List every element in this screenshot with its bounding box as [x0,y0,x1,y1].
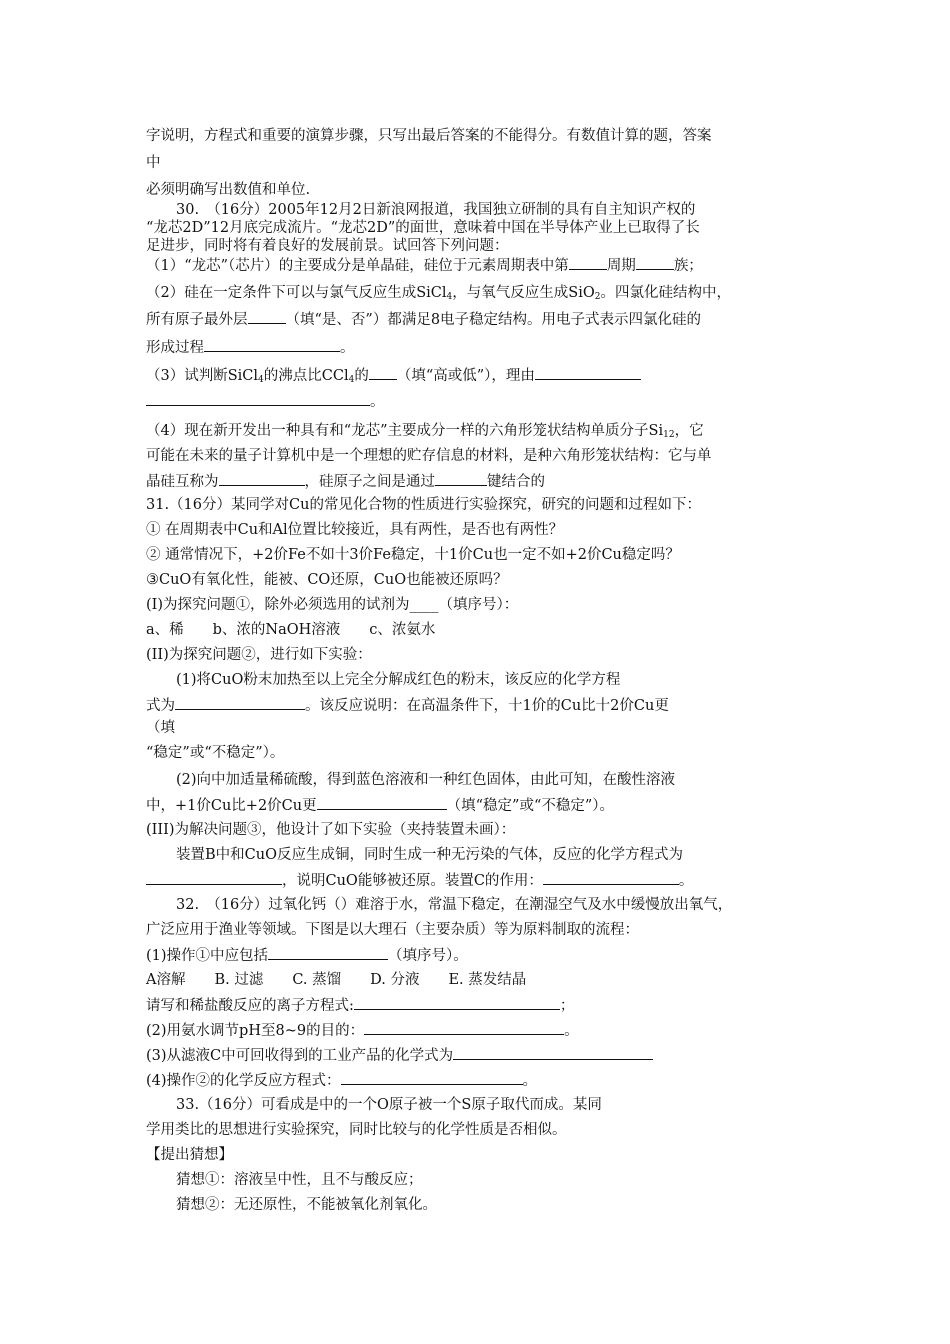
text-line: (2)用氨水调节pH至8~9的目的： 。 [146,1020,818,1041]
text-line: (I)为探究问题①，除外必须选用的试剂为____（填序号）： [146,597,519,613]
blank[interactable] [636,255,674,270]
text-line: 请写和稀盐酸反应的离子方程式: ； [146,995,818,1016]
text-line: (1)操作①中应包括 （填序号）。 [146,945,818,966]
text-line: (III)为解决问题③，他设计了如下实验（夹持装置未画）： [146,822,516,838]
blank[interactable] [569,255,607,270]
blank[interactable] [341,1070,523,1085]
blank[interactable] [369,365,397,380]
text-line: 装置B中和CuO反应生成铜，同时生成一种无污染的气体，反应的化学方程式为 [176,847,683,863]
text-line: a、稀 b、浓的NaOH溶液 c、浓氨水 [146,622,436,638]
text-line: （1）“龙芯”（芯片）的主要成分是单晶硅，硅位于元素周期表中第 周期 族； [146,255,818,276]
text-line: ，说明CuO能够被还原。装置C的作用： 。 [146,870,818,891]
blank[interactable] [453,1045,653,1060]
text-line: 可能在未来的量子计算机中是一个理想的贮存信息的材料，是种六角形笼状结构：它与单 [146,448,712,464]
text-line: (3)从滤液C中可回收得到的工业产品的化学式为 [146,1045,818,1066]
text-line: 晶硅互称为 ，硅原子之间是通过 键结合的 [146,471,818,492]
question-31-header: 31.（16分）某同学对Cu的常见化合物的性质进行实验探究，研究的问题和过程如下： [146,497,701,513]
blank[interactable] [435,471,487,486]
question-33-header: 33.（16分）可看成是中的一个O原子被一个S原子取代而成。某同 [176,1097,602,1113]
blank[interactable] [543,870,679,885]
text-line: 所有原子最外层 （填“是、否”）都满足8电子稳定结构。用电子式表示四氯化硅的 [146,309,818,330]
text-line: 字说明，方程式和重要的演算步骤，只写出最后答案的不能得分。有数值计算的题，答案 [146,128,712,144]
text-line: （2）硅在一定条件下可以与氯气反应生成SiCl$_4$，与氧气反应生成SiO$_2$。四氯化硅结构中， [146,285,731,302]
text-line: (2)向中加适量稀硫酸，得到蓝色溶液和一种红色固体，由此可知，在酸性溶液 [176,772,676,788]
blank[interactable] [354,995,560,1010]
text-line: A溶解 B. 过滤 C. 蒸馏 D. 分液 E. 蒸发结晶 [146,972,527,988]
text-line: 。 [146,391,818,412]
text-line: 足进步，同时将有着良好的发展前景。试回答下列问题： [146,238,509,254]
blank[interactable] [146,391,370,406]
text-line: 式为 。该反应说明：在高温条件下，十1价的Cu比十2价Cu更 [146,695,818,716]
text-line: 中 [146,155,161,171]
text-line: (II)为探究问题②，进行如下实验： [146,647,372,663]
text-line: “稳定”或“不稳定”）。 [146,745,285,761]
question-32-header: 32. （16分）过氧化钙（）难溶于水，常温下稳定，在潮湿空气及水中缓慢放出氧气， [176,897,733,913]
blank[interactable] [535,365,641,380]
text-line: 猜想①：溶液呈中性，且不与酸反应； [176,1172,423,1188]
text-line: （填 [146,720,175,736]
text-line: 广泛应用于渔业等领域。下图是以大理石（主要杂质）等为原料制取的流程： [146,922,639,938]
text-line: (4)操作②的化学反应方程式： 。 [146,1070,818,1091]
blank[interactable] [364,1020,564,1035]
text-line: ① 在周期表中Cu和Al位置比较接近，具有两性，是否也有两性？ [146,522,564,538]
text-line: 猜想②：无还原性，不能被氧化剂氧化。 [176,1197,437,1213]
text-line: （3）试判断SiCl$_4$的沸点比CCl$_4$的 （填“高或低”），理由 [146,365,818,390]
text-line: 学用类比的思想进行实验探究，同时比较与的化学性质是否相似。 [146,1122,567,1138]
text-line: ③CuO有氧化性，能被、CO还原，CuO也能被还原吗？ [146,572,508,588]
blank[interactable] [219,471,305,486]
text-line: (1)将CuO粉末加热至以上完全分解成红色的粉末，该反应的化学方程 [176,672,621,688]
blank[interactable] [317,795,447,810]
section-heading: 【提出猜想】 [146,1147,233,1163]
blank[interactable] [204,337,340,352]
blank[interactable] [175,695,305,710]
text-line: 必须明确写出数值和单位. [146,182,311,198]
blank[interactable] [268,945,388,960]
text-line: 中，+1价Cu比+2价Cu更 （填“稳定”或“不稳定”）。 [146,795,818,816]
blank[interactable] [248,309,286,324]
text-line: 形成过程 。 [146,337,818,358]
blank[interactable] [146,870,282,885]
text-line: （4）现在新开发出一种具有和“龙芯”主要成分一样的六角形笼状结构单质分子$Si_{12}$，它 [146,423,704,440]
text-line: “龙芯2D”12月底完成流片。“龙芯2D”的面世，意味着中国在半导体产业上已取得了长 [146,220,700,236]
text-line: ② 通常情况下，+2价Fe不如十3价Fe稳定，十1价Cu也一定不如+2价Cu稳定吗？ [146,547,680,563]
question-30-header: 30. （16分）2005年12月2日新浪网报道，我国独立研制的具有自主知识产权的 [176,202,696,218]
